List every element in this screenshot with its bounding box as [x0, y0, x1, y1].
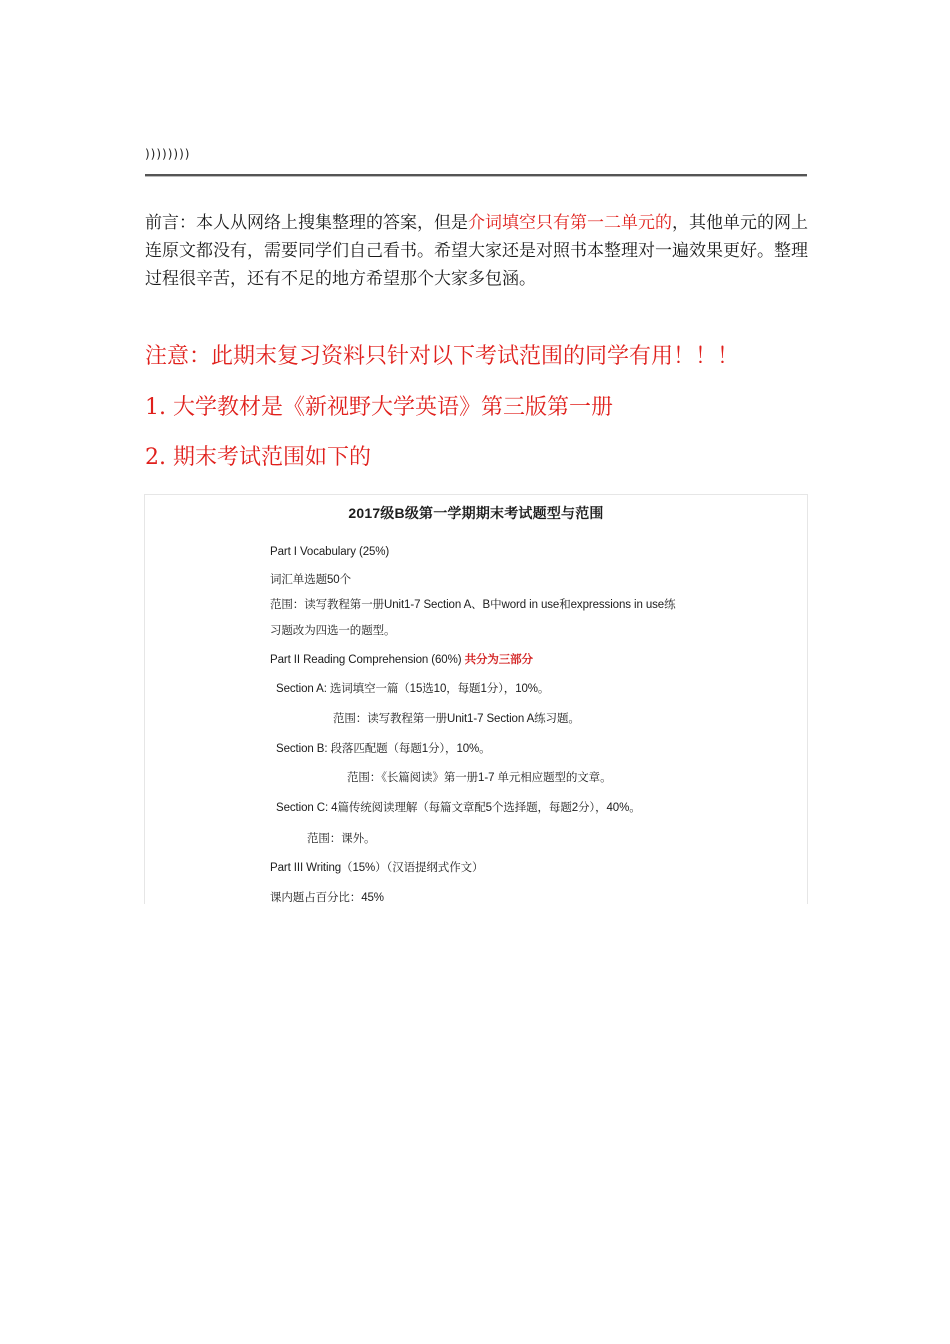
section-a-scope: 范围：读写教程第一册Unit1-7 Section A练习题。 [333, 713, 580, 725]
notice-textbook: 1. 大学教材是《新视野大学英语》第三版第一册 [145, 395, 613, 420]
preface-highlight: 介词填空只有第一二单元的 [468, 213, 672, 233]
section-b: Section B: 段落匹配题（每题1分），10%。 [276, 743, 491, 755]
part2-heading-text: Part II Reading Comprehension (60%) [270, 654, 465, 666]
section-c-scope: 范围：课外。 [307, 833, 376, 845]
header-mark: )))))))) [145, 147, 191, 161]
part1-scope: 范围：读写教程第一册Unit1-7 Section A、B中word in use和expressions in use练 [270, 599, 676, 611]
preface-text-before: 前言：本人从网络上搜集整理的答案，但是 [145, 213, 468, 233]
exam-title: 2017级B级第一学期期末考试题型与范围 [348, 505, 604, 521]
preface-text-after: ，其他单元的网上连原文都没有，需要同学们自己看书。希望大家还是对照书本整理对一遍效果更好。整理过程很辛苦，还有不足的地方希望那个大家多包涵。 [145, 213, 808, 289]
in-class-ratio: 课内题占百分比：45% [270, 892, 384, 904]
section-b-scope: 范围：《长篇阅读》第一册1-7 单元相应题型的文章。 [347, 772, 612, 784]
part3-heading: Part III Writing（15%）（汉语提纲式作文） [270, 862, 484, 874]
notice-exam-scope: 2. 期末考试范围如下的 [145, 445, 371, 470]
part1-heading: Part I Vocabulary (25%) [270, 546, 390, 558]
preface-paragraph [145, 209, 810, 293]
notice-warning: 注意：此期末复习资料只针对以下考试范围的同学有用！！！ [145, 344, 740, 369]
section-c: Section C: 4篇传统阅读理解（每篇文章配5个选择题，每题2分），40%。 [276, 802, 641, 814]
part1-description: 词汇单选题50个 [270, 574, 351, 586]
part2-note: 共分为三部分 [464, 654, 533, 666]
part1-scope-continued: 习题改为四选一的题型。 [270, 625, 396, 637]
exam-scope-image [144, 494, 808, 904]
header-divider [145, 174, 807, 176]
section-a: Section A: 选词填空一篇（15选10，每题1分），10%。 [276, 683, 550, 695]
part2-heading [270, 651, 533, 667]
